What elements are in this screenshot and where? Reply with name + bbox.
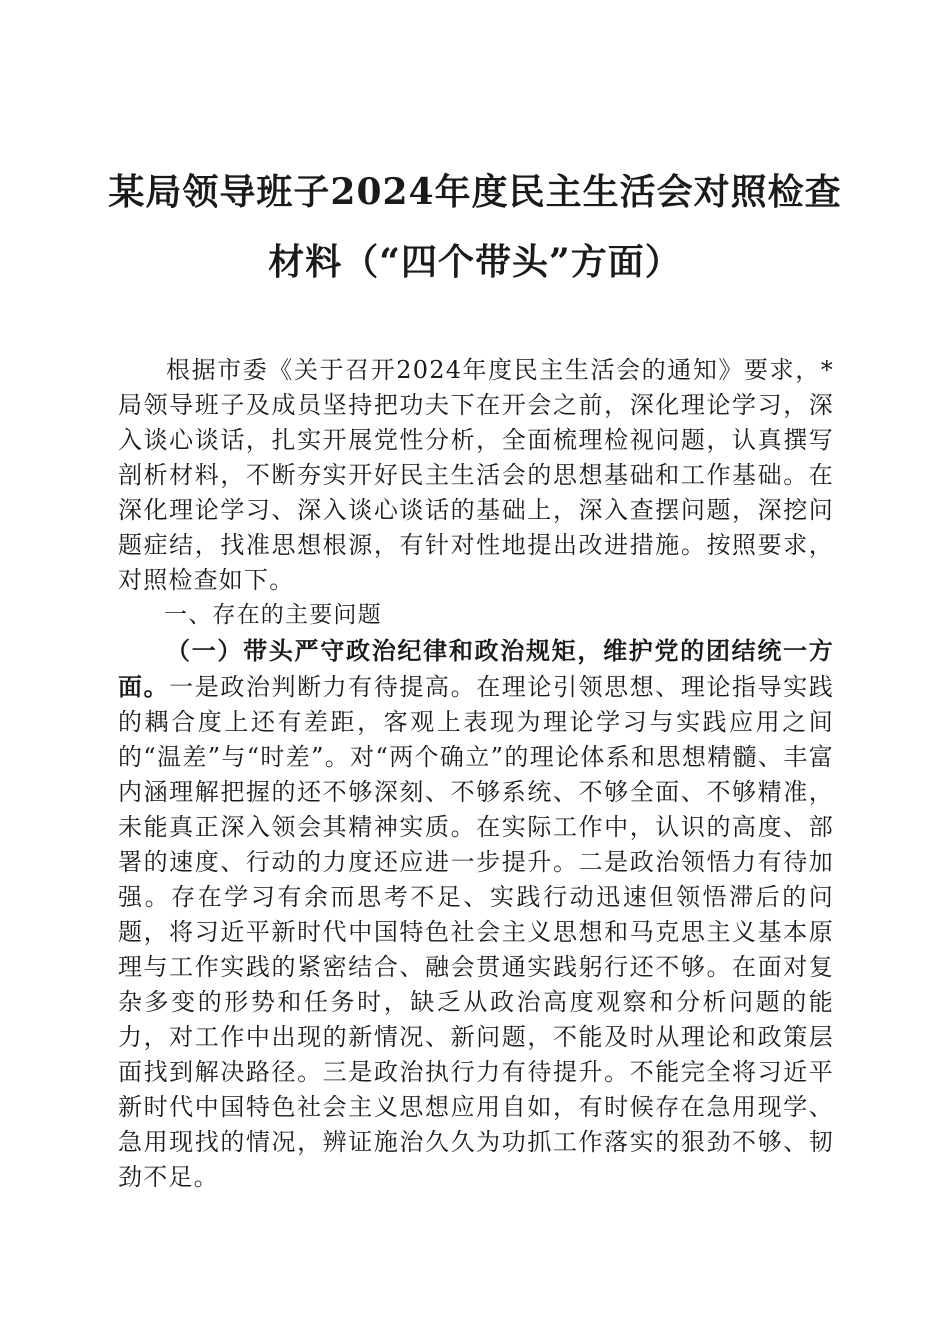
- document-body: [118, 353, 834, 1195]
- intro-paragraph: 根据市委《关于召开2024年度民主生活会的通知》要求，*局领导班子及成员坚持把功夫下在开会之前，深化理论学习，深入谈心谈话，扎实开展党性分析，全面梳理检视问题，认真撰写剖析材料，不断夯实开好民主生活会的思想基础和工作基础。在深化理论学习、深入谈心谈话的基础上，深入查摆问题，深挖问题症结，找准思想根源，有针对性地提出改进措施。按照要求，对照检查如下。: [118, 356, 834, 594]
- document-title-line-2: 材料（“四个带头”方面）: [268, 241, 682, 283]
- subsection-lead: （一）带头严守政治纪律和政治规矩，维护党的团结统一方面。: [118, 636, 834, 701]
- subsection-body: 一是政治判断力有待提高。在理论引领思想、理论指导实践的耦合度上还有差距，客观上表现为理论学习与实践应用之间的“温差”与“时差”。对“两个确立”的理论体系和思想精髓、丰富内涵理解把握的还不够深刻、不够系统、不够全面、不够精准，未能真正深入领会其精神实质。在实际工作中，认识的高度、部署的速度、行动的力度还应进一步提升。二是政治领悟力有待加强。存在学习有余而思考不足、实践行动迅速但领悟滞后的问题，将习近平新时代中国特色社会主义思想和马克思主义基本原理与工作实践的紧密结合、融会贯通实践躬行还不够。在面对复杂多变的形势和任务时，缺乏从政治高度观察和分析问题的能力，对工作中出现的新情况、新问题，不能及时从理论和政策层面找到解决路径。三是政治执行力有待提升。不能完全将习近平新时代中国特色社会主义思想应用自如，有时候存在急用现学、急用现找的情况，辨证施治久久为功抓工作落实的狠劲不够、韧劲不足。: [118, 673, 834, 1191]
- section-heading: 一、存在的主要问题: [164, 602, 382, 628]
- subsection-paragraph: [118, 633, 834, 1195]
- document-title-line-1: 某局领导班子2024年度民主生活会对照检查: [108, 171, 842, 213]
